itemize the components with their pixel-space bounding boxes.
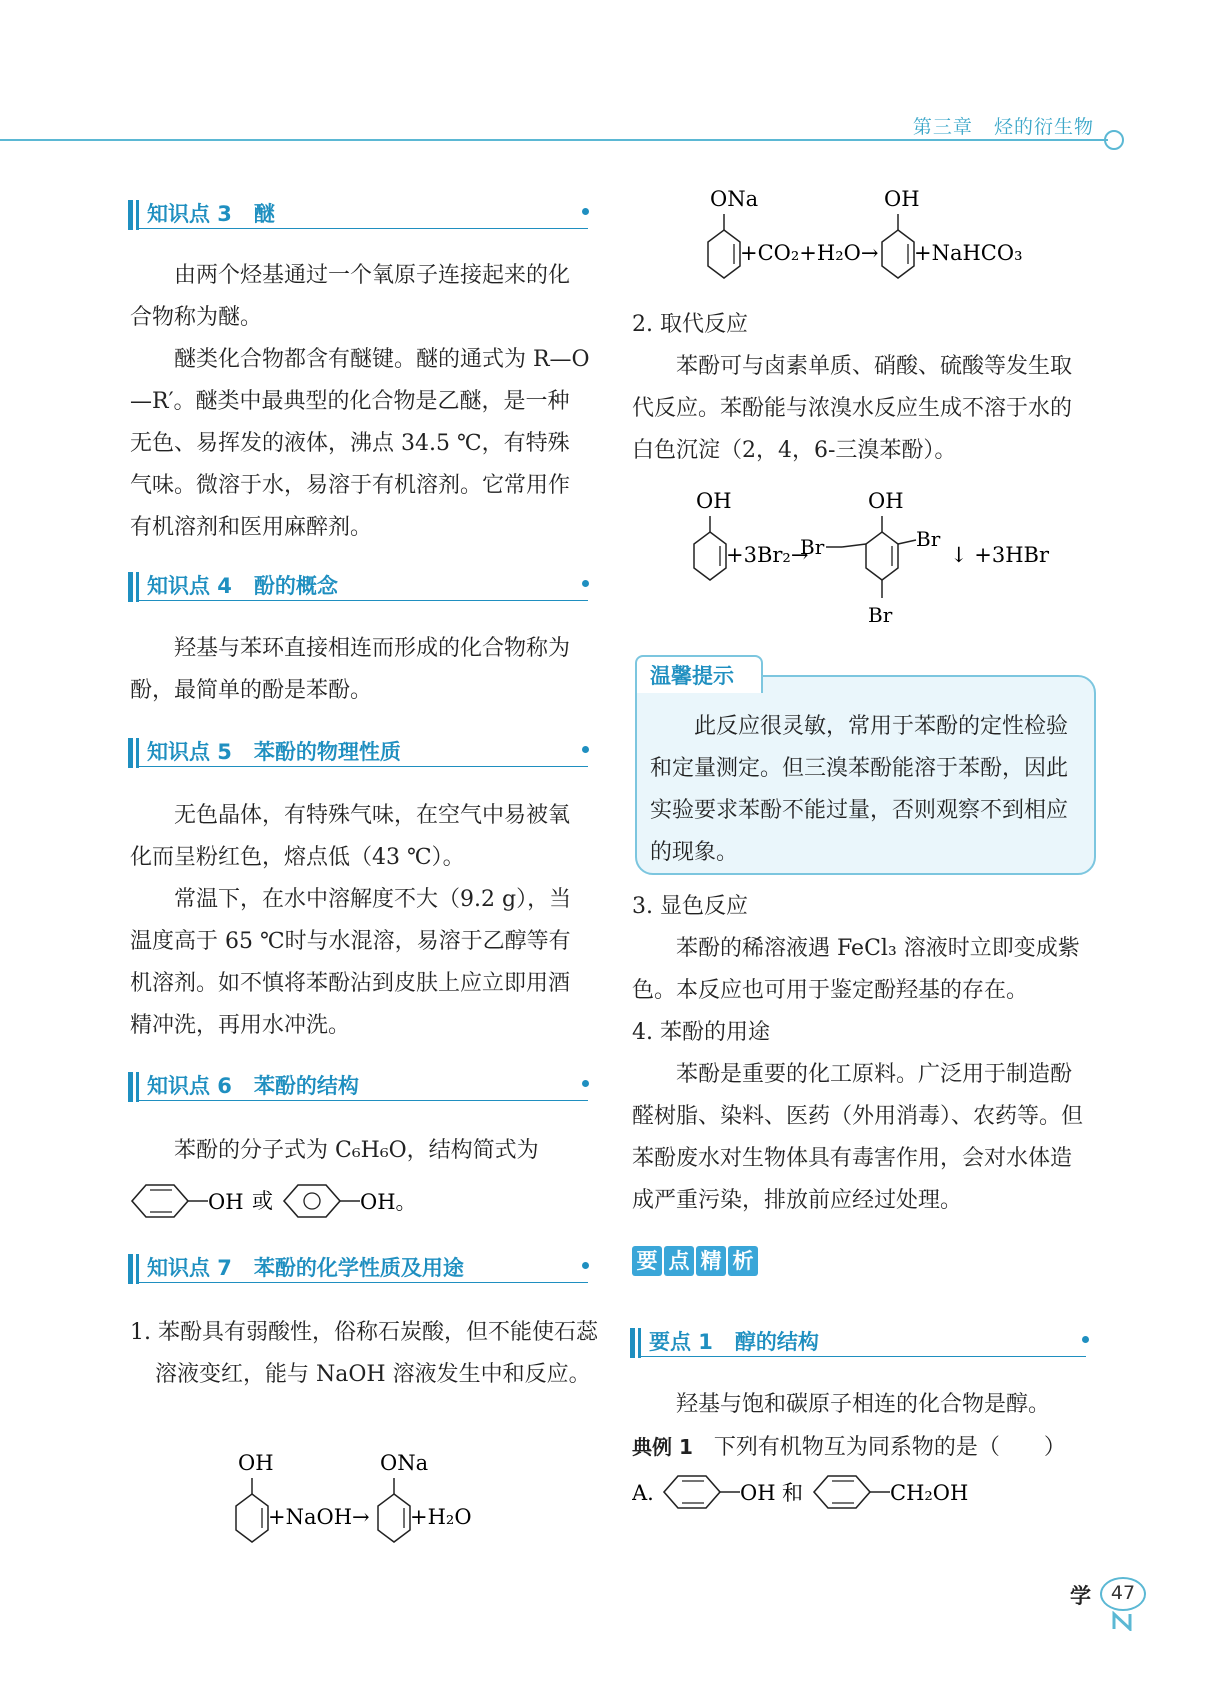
- bar-icon: [136, 738, 139, 768]
- subsection-title: 2. 取代反应: [632, 312, 748, 337]
- bar-icon: [638, 1328, 641, 1358]
- equation-text: +CO₂+H₂O→: [740, 241, 879, 265]
- section-title: 酚的概念: [253, 574, 338, 598]
- neutralization-equation: [220, 1446, 480, 1556]
- benzene-ring-icon: [378, 1494, 410, 1542]
- n-logo-icon: [1111, 1611, 1135, 1631]
- benzene-ring-icon: [866, 532, 898, 580]
- numbered-item: 1. 苯酚具有弱酸性，俗称石炭酸，但不能使石蕊溶液变红，能与 NaOH 溶液发生中和反应。: [130, 1320, 598, 1387]
- section-label: 知识点 3: [147, 202, 232, 226]
- and-label: 和: [782, 1481, 803, 1505]
- section-y1-heading: [630, 1326, 1090, 1358]
- bar-icon: [136, 1072, 139, 1102]
- benzene-ring-icon: [236, 1494, 268, 1542]
- section-k5-heading: [128, 736, 588, 768]
- bar-icon: [128, 572, 133, 602]
- section-k7-heading: [128, 1252, 588, 1284]
- benzene-ring-icon: [694, 532, 726, 580]
- bar-icon: [128, 1072, 133, 1102]
- section-underline: [136, 766, 588, 767]
- key-points-banner: [632, 1246, 760, 1276]
- section-k3-heading: [128, 198, 588, 230]
- equation-text: +NaOH→: [268, 1505, 370, 1529]
- example-label: 典例 1: [632, 1435, 693, 1459]
- equation-text: ↓ +3HBr: [950, 543, 1050, 567]
- ch2oh-label: CH₂OH: [890, 1481, 969, 1505]
- example-question: [632, 1426, 1092, 1469]
- paragraph: 常温下，在水中溶解度不大（9.2 g），当温度高于 65 ℃时与水混溶，易溶于乙醇等有机溶剂。如不慎将苯酚沾到皮肤上应立即用酒精冲洗，再用水冲洗。: [130, 887, 572, 1038]
- bar-icon: [128, 200, 133, 230]
- section-title: 苯酚的结构: [253, 1074, 359, 1098]
- dot-icon: [1082, 1336, 1089, 1343]
- benzene-ring-icon: [882, 230, 914, 278]
- subsection-title: 4. 苯酚的用途: [632, 1020, 770, 1045]
- bar-icon: [630, 1328, 635, 1358]
- paragraph: 苯酚的分子式为 C₆H₆O，结构简式为: [174, 1138, 539, 1163]
- paragraph: 苯酚可与卤素单质、硝酸、硫酸等发生取代反应。苯酚能与浓溴水反应生成不溶于水的白色沉淀（2，4，6-三溴苯酚）。: [632, 354, 1073, 463]
- header-circle-icon: [1104, 130, 1124, 150]
- equation-text: +NaHCO₃: [914, 241, 1023, 265]
- br-label: Br: [868, 603, 893, 627]
- oh-label: OH: [238, 1451, 274, 1475]
- benzene-ring-icon: [708, 230, 740, 278]
- paragraph: 羟基与饱和碳原子相连的化合物是醇。: [676, 1392, 1051, 1417]
- bromination-equation: [676, 484, 1076, 634]
- section-k6-heading: [128, 1070, 588, 1102]
- banner-char: 精: [696, 1246, 726, 1276]
- section-label: 知识点 6: [147, 1074, 232, 1098]
- section-label: 知识点 4: [147, 574, 232, 598]
- ona-label: ONa: [710, 187, 759, 211]
- oh-label: OH: [696, 489, 732, 513]
- br-label: Br: [800, 535, 825, 559]
- section-title: 苯酚的化学性质及用途: [253, 1256, 464, 1280]
- tip-text: 此反应很灵敏，常用于苯酚的定性检验和定量测定。但三溴苯酚能溶于苯酚，因此实验要求苯酚不能过量，否则观察不到相应的现象。: [650, 714, 1069, 865]
- section-title: 苯酚的物理性质: [253, 740, 401, 764]
- running-header: [913, 112, 1094, 139]
- option-a: [632, 1470, 1032, 1514]
- oh-label: OH: [740, 1481, 776, 1505]
- paragraph: 苯酚是重要的化工原料。广泛用于制造酚醛树脂、染料、医药（外用消毒）、农药等。但苯酚废水对生物体具有毒害作用，会对水体造成严重污染，排放前应经过处理。: [632, 1062, 1084, 1213]
- br-label: Br: [916, 527, 941, 551]
- bar-icon: [136, 572, 139, 602]
- benzene-ring-icon: [284, 1185, 340, 1217]
- dot-icon: [582, 1080, 589, 1087]
- header-rule: [0, 139, 1108, 141]
- section-label: 要点 1: [649, 1330, 713, 1354]
- dot-icon: [582, 208, 589, 215]
- dot-icon: [582, 1262, 589, 1269]
- oh-label: OH: [868, 489, 904, 513]
- ona-label: ONa: [380, 1451, 429, 1475]
- section-k4-heading: [128, 570, 588, 602]
- section-underline: [136, 228, 588, 229]
- bar-icon: [128, 738, 133, 768]
- equation-text: +H₂O: [410, 1505, 472, 1529]
- equation-text: +3Br₂→: [726, 543, 809, 567]
- section-underline: [136, 600, 588, 601]
- banner-char: 点: [664, 1246, 694, 1276]
- section-underline: [638, 1356, 1086, 1357]
- or-label: 或: [252, 1189, 273, 1213]
- paragraph: 羟基与苯环直接相连而形成的化合物称为酚，最简单的酚是苯酚。: [130, 636, 571, 703]
- footer-subject: 学: [1070, 1583, 1091, 1608]
- oh-label: OH: [208, 1190, 244, 1214]
- oh-label: OH。: [360, 1190, 417, 1214]
- oh-label: OH: [884, 187, 920, 211]
- paragraph: 无色晶体，有特殊气味，在空气中易被氧化而呈粉红色，熔点低（43 ℃）。: [130, 803, 571, 870]
- page-number: 47: [1110, 1582, 1136, 1604]
- dot-icon: [582, 580, 589, 587]
- example-text: 下列有机物互为同系物的是（ ）: [713, 1435, 1066, 1460]
- bar-icon: [136, 200, 139, 230]
- paragraph: 醚类化合物都含有醚键。醚的通式为 R—O—R′。醚类中最典型的化合物是乙醚，是一种无色、易挥发的液体，沸点 34.5 ℃，有特殊气味。微溶于水，易溶于有机溶剂。它常用作有机溶剂和医用麻醉剂。: [130, 347, 590, 540]
- co2-equation: [700, 182, 1040, 292]
- paragraph: 由两个烃基通过一个氧原子连接起来的化合物称为醚。: [130, 263, 571, 330]
- dot-icon: [582, 746, 589, 753]
- paragraph: 苯酚的稀溶液遇 FeCl₃ 溶液时立即变成紫色。本反应也可用于鉴定酚羟基的存在。: [632, 936, 1080, 1003]
- option-label: A.: [632, 1481, 654, 1505]
- phenol-structure-formulas: [128, 1178, 448, 1224]
- section-label: 知识点 5: [147, 740, 232, 764]
- section-title: 醇的结构: [734, 1330, 819, 1354]
- section-title: 醚: [253, 202, 275, 226]
- section-label: 知识点 7: [147, 1256, 232, 1280]
- section-underline: [136, 1100, 588, 1101]
- subsection-title: 3. 显色反应: [632, 894, 748, 919]
- section-underline: [136, 1282, 588, 1283]
- banner-char: 要: [632, 1246, 662, 1276]
- bar-icon: [136, 1254, 139, 1284]
- chapter-number: 第三章: [912, 116, 973, 138]
- chapter-title: 烃的衍生物: [993, 116, 1094, 138]
- banner-char: 析: [728, 1246, 758, 1276]
- tip-title: 温馨提示: [650, 664, 734, 688]
- bar-icon: [128, 1254, 133, 1284]
